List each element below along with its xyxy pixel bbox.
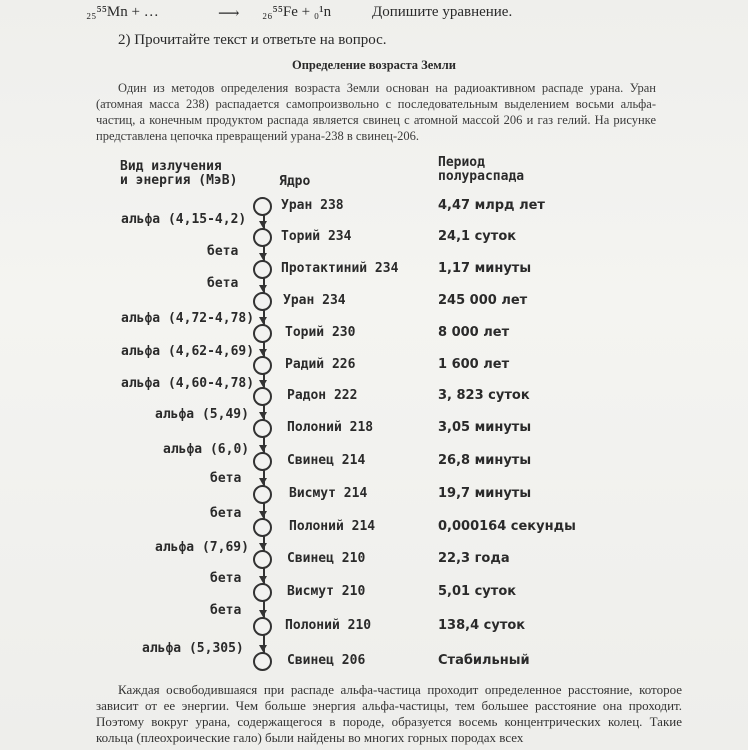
nuclide-node xyxy=(253,452,272,471)
equation-row xyxy=(86,4,726,24)
halflife-header-line1: Период xyxy=(438,155,485,170)
nuclide-node xyxy=(253,292,272,311)
nuclide-halflife: 19,7 минуты xyxy=(438,486,532,501)
halflife-header xyxy=(438,156,524,184)
nuclide-halflife: 138,4 суток xyxy=(438,618,526,633)
decay-arrowhead xyxy=(259,412,267,419)
decay-arrowhead xyxy=(259,253,267,260)
decay-label: альфа (4,15-4,2) xyxy=(121,212,247,227)
halflife-header-line2: полураспада xyxy=(438,169,525,184)
decay-label: альфа (5,49) xyxy=(155,407,249,422)
nuclide-node xyxy=(253,583,272,602)
nuclide-name: Висмут 214 xyxy=(289,486,368,501)
nuclide-node xyxy=(253,617,272,636)
nuclide-halflife: 4,47 млрд лет xyxy=(438,198,545,213)
decay-arrowhead xyxy=(259,610,267,617)
nuclide-name: Свинец 210 xyxy=(287,551,366,566)
decay-arrowhead xyxy=(259,478,267,485)
decay-label: бета xyxy=(210,603,242,618)
equation-left: ₂₅⁵⁵Mn + … xyxy=(86,4,159,20)
nuclide-name: Протактиний 234 xyxy=(281,261,399,276)
nuclide-halflife: 3, 823 суток xyxy=(438,388,530,403)
decay-arrowhead xyxy=(259,445,267,452)
decay-arrowhead xyxy=(259,543,267,550)
decay-label: бета xyxy=(210,506,242,521)
radiation-header xyxy=(120,160,237,188)
nuclide-node xyxy=(253,652,272,671)
decay-arrowhead xyxy=(259,221,267,228)
equation-right: ₂₆⁵⁵Fe + ₀¹n xyxy=(262,4,332,20)
nuclide-halflife: 8 000 лет xyxy=(438,325,510,340)
decay-label: альфа (6,0) xyxy=(163,442,250,457)
decay-arrowhead xyxy=(259,576,267,583)
nuclide-name: Радон 222 xyxy=(287,388,358,403)
nuclide-node xyxy=(253,387,272,406)
radiation-header-line1: Вид излучения xyxy=(120,159,222,174)
nuclide-name: Висмут 210 xyxy=(287,584,366,599)
decay-arrowhead xyxy=(259,645,267,652)
nuclide-name: Свинец 206 xyxy=(287,653,366,668)
nuclide-halflife: 1,17 минуты xyxy=(438,261,532,276)
equation-instruction: Допишите уравнение. xyxy=(372,4,513,20)
question-text: 2) Прочитайте текст и ответьте на вопрос. xyxy=(118,32,387,48)
nuclide-node xyxy=(253,324,272,343)
nuclide-halflife: Стабильный xyxy=(438,653,530,668)
nuclide-halflife: 24,1 суток xyxy=(438,229,517,244)
radiation-header-line2: и энергия (МэВ) xyxy=(120,173,238,188)
nuclide-node xyxy=(253,228,272,247)
decay-label: бета xyxy=(207,276,239,291)
nuclide-node xyxy=(253,550,272,569)
nuclide-name: Радий 226 xyxy=(285,357,356,372)
nuclide-node xyxy=(253,518,272,537)
nuclide-node xyxy=(253,485,272,504)
decay-arrowhead xyxy=(259,380,267,387)
decay-label: бета xyxy=(210,571,242,586)
nuclide-halflife: 245 000 лет xyxy=(438,293,528,308)
intro-paragraph: Один из методов определения возраста Земли основан на радиоактивном распаде урана. Уран (атомная масса 238) распадается самопроизвольно с последовательным выделением восьми альфа-частиц, а конечным продуктом распада является свинец с атомной массой 206 и газ гелий. На рисунке представлена цепочка превращений урана-238 в свинец-206. xyxy=(96,81,656,143)
nuclide-name: Полоний 218 xyxy=(287,420,374,435)
outro-paragraph: Каждая освободившаяся при распаде альфа-частица проходит определенное расстояние, которое зависит от ее энергии. Чем больше энергия альфа-частицы, тем большее расстояние она проходит. Поэтому вокруг урана, содержащегося в породе, образуется восемь концентрических колец. Такие кольца (плеохроические гало) были найдены во многих горных породах всех xyxy=(96,682,682,745)
equation-arrow: ⟶ xyxy=(218,6,240,22)
nuclide-halflife: 22,3 года xyxy=(438,551,510,566)
decay-label: альфа (7,69) xyxy=(155,540,249,555)
nuclide-name: Уран 234 xyxy=(283,293,346,308)
decay-arrowhead xyxy=(259,317,267,324)
nuclide-name: Торий 234 xyxy=(281,229,352,244)
decay-arrowhead xyxy=(259,349,267,356)
decay-arrowhead xyxy=(259,285,267,292)
decay-label: бета xyxy=(207,244,239,259)
nuclide-node xyxy=(253,197,272,216)
nuclide-name: Торий 230 xyxy=(285,325,356,340)
nuclide-name: Полоний 214 xyxy=(289,519,376,534)
nuclide-node xyxy=(253,356,272,375)
nuclide-halflife: 3,05 минуты xyxy=(438,420,532,435)
nuclide-halflife: 1 600 лет xyxy=(438,357,510,372)
nuclide-node xyxy=(253,260,272,279)
nuclide-name: Свинец 214 xyxy=(287,453,366,468)
section-title: Определение возраста Земли xyxy=(291,58,456,72)
decay-label: бета xyxy=(210,471,242,486)
nuclide-halflife: 5,01 суток xyxy=(438,584,517,599)
decay-label: альфа (5,305) xyxy=(142,641,244,656)
decay-label: альфа (4,72-4,78) xyxy=(121,311,255,326)
nuclide-halflife: 0,000164 секунды xyxy=(438,519,576,534)
decay-arrowhead xyxy=(259,511,267,518)
nuclide-name: Уран 238 xyxy=(281,198,344,213)
nuclide-name: Полоний 210 xyxy=(285,618,372,633)
nuclide-node xyxy=(253,419,272,438)
nuclide-halflife: 26,8 минуты xyxy=(438,453,532,468)
decay-label: альфа (4,62-4,69) xyxy=(121,344,255,359)
decay-label: альфа (4,60-4,78) xyxy=(121,376,255,391)
nucleus-header: Ядро xyxy=(279,174,311,189)
